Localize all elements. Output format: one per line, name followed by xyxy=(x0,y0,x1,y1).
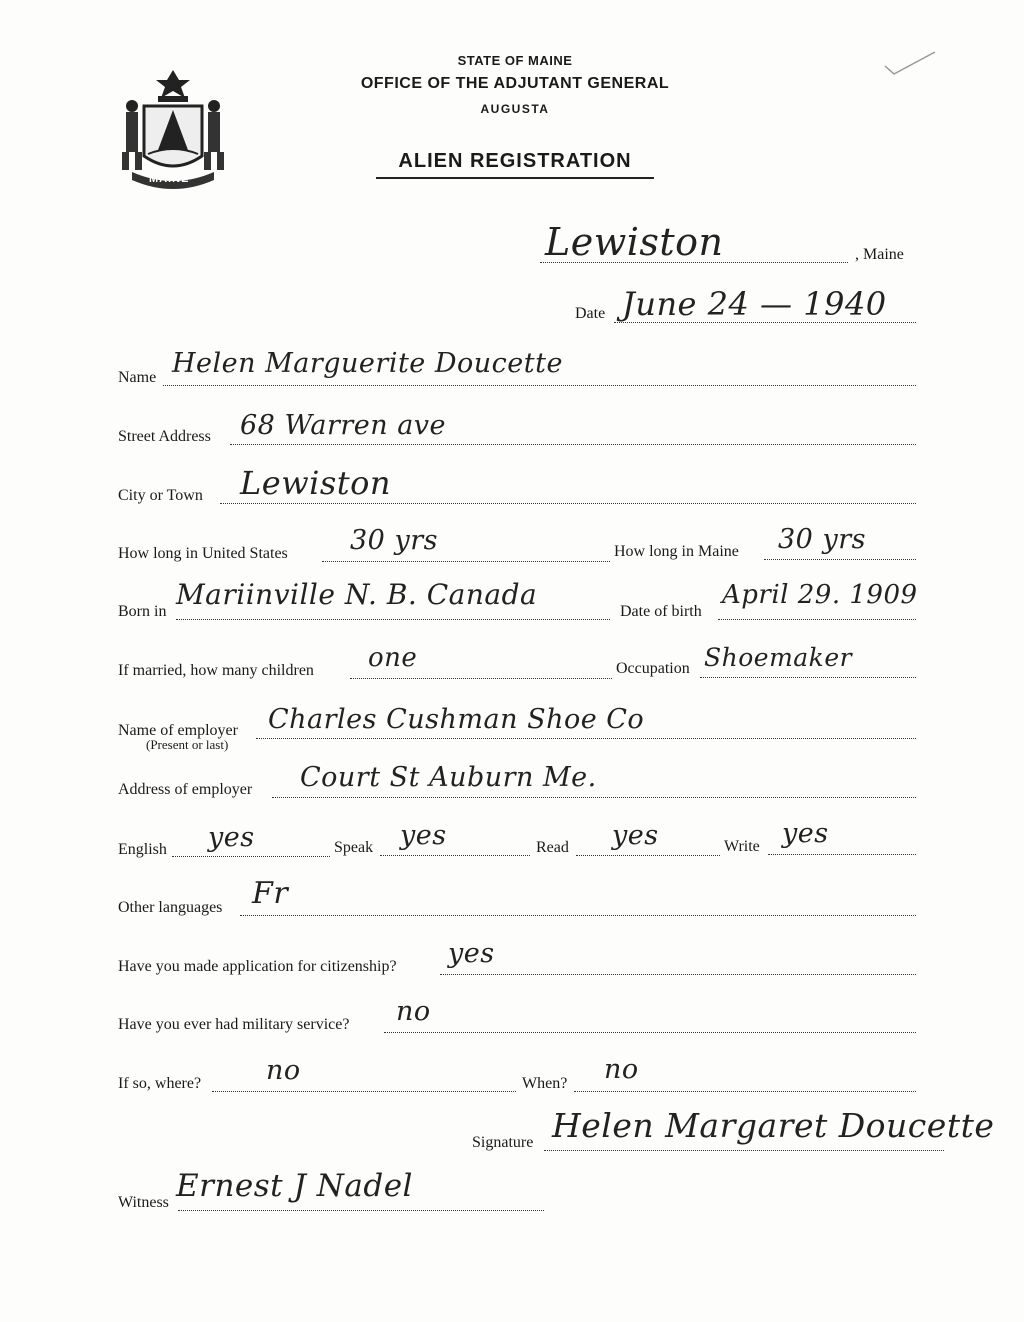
speak-label: Speak xyxy=(334,839,374,856)
city-line xyxy=(220,503,916,504)
military-label: Have you ever had military service? xyxy=(118,1016,350,1033)
when-value: no xyxy=(604,1054,639,1085)
born-in-label: Born in xyxy=(118,603,167,620)
write-line xyxy=(768,854,916,855)
town-line xyxy=(540,262,848,263)
military-line xyxy=(384,1032,916,1033)
signature-label: Signature xyxy=(472,1134,534,1151)
date-line xyxy=(614,322,916,323)
signature-line xyxy=(544,1150,944,1151)
children-label: If married, how many children xyxy=(118,662,314,679)
header-state: STATE OF MAINE xyxy=(457,53,573,68)
street-value: 68 Warren ave xyxy=(240,410,447,441)
how-long-maine-label: How long in Maine xyxy=(614,543,739,560)
employer-note: (Present or last) xyxy=(146,737,229,752)
check-mark-icon xyxy=(880,48,940,78)
how-long-us-line xyxy=(322,561,610,562)
page-title: ALIEN REGISTRATION xyxy=(398,150,632,172)
other-languages-line xyxy=(240,915,916,916)
street-line xyxy=(230,444,916,445)
english-label: English xyxy=(118,841,167,858)
speak-value: yes xyxy=(400,820,447,851)
read-value: yes xyxy=(612,820,659,851)
born-in-line xyxy=(176,619,610,620)
read-label: Read xyxy=(536,839,569,856)
employer-address-label: Address of employer xyxy=(118,781,253,798)
how-long-maine-line xyxy=(764,559,916,560)
witness-line xyxy=(178,1210,544,1211)
city-label: City or Town xyxy=(118,487,203,504)
employer-line xyxy=(256,738,916,739)
date-value: June 24 — 1940 xyxy=(622,285,887,323)
write-label: Write xyxy=(724,838,760,855)
when-line xyxy=(574,1091,916,1092)
speak-line xyxy=(380,855,530,856)
town-value: Lewiston xyxy=(545,220,724,264)
english-value: yes xyxy=(208,822,255,853)
citizenship-label: Have you made application for citizenship? xyxy=(118,958,397,975)
where-line xyxy=(212,1091,516,1092)
title-underline xyxy=(376,177,654,179)
dob-label: Date of birth xyxy=(620,603,702,620)
employer-address-line xyxy=(272,797,916,798)
date-label: Date xyxy=(575,305,606,322)
other-languages-label: Other languages xyxy=(118,899,223,916)
city-value: Lewiston xyxy=(240,464,391,502)
military-value: no xyxy=(396,996,431,1027)
where-label: If so, where? xyxy=(118,1075,202,1092)
employer-value: Charles Cushman Shoe Co xyxy=(268,704,645,735)
header-office: OFFICE OF THE ADJUTANT GENERAL xyxy=(360,75,670,92)
maine-label: , Maine xyxy=(855,246,904,263)
dob-line xyxy=(718,619,916,620)
how-long-us-label: How long in United States xyxy=(118,545,288,562)
citizenship-line xyxy=(440,974,916,975)
signature-value: Helen Margaret Doucette xyxy=(552,1106,995,1145)
citizenship-value: yes xyxy=(448,938,495,969)
english-line xyxy=(172,856,330,857)
dob-value: April 29. 1909 xyxy=(722,580,918,610)
write-value: yes xyxy=(782,818,829,849)
occupation-label: Occupation xyxy=(616,660,690,677)
children-line xyxy=(350,678,612,679)
occupation-value: Shoemaker xyxy=(704,643,853,672)
born-in-value: Mariinville N. B. Canada xyxy=(176,578,538,611)
name-label: Name xyxy=(118,369,157,386)
occupation-line xyxy=(700,677,916,678)
how-long-us-value: 30 yrs xyxy=(350,525,438,556)
seal-scroll-label: MAINE xyxy=(149,173,190,185)
header-city: AUGUSTA xyxy=(480,102,550,116)
other-languages-value: Fr xyxy=(252,876,289,911)
witness-label: Witness xyxy=(118,1194,169,1211)
children-value: one xyxy=(368,643,418,673)
employer-label: Name of employer xyxy=(118,722,238,739)
when-label: When? xyxy=(522,1075,568,1092)
name-line xyxy=(163,385,916,386)
where-value: no xyxy=(266,1055,301,1086)
how-long-maine-value: 30 yrs xyxy=(778,524,866,555)
witness-value: Ernest J Nadel xyxy=(176,1168,413,1204)
read-line xyxy=(576,855,720,856)
street-label: Street Address xyxy=(118,428,211,445)
employer-address-value: Court St Auburn Me. xyxy=(300,762,597,793)
name-value: Helen Marguerite Doucette xyxy=(172,348,563,379)
